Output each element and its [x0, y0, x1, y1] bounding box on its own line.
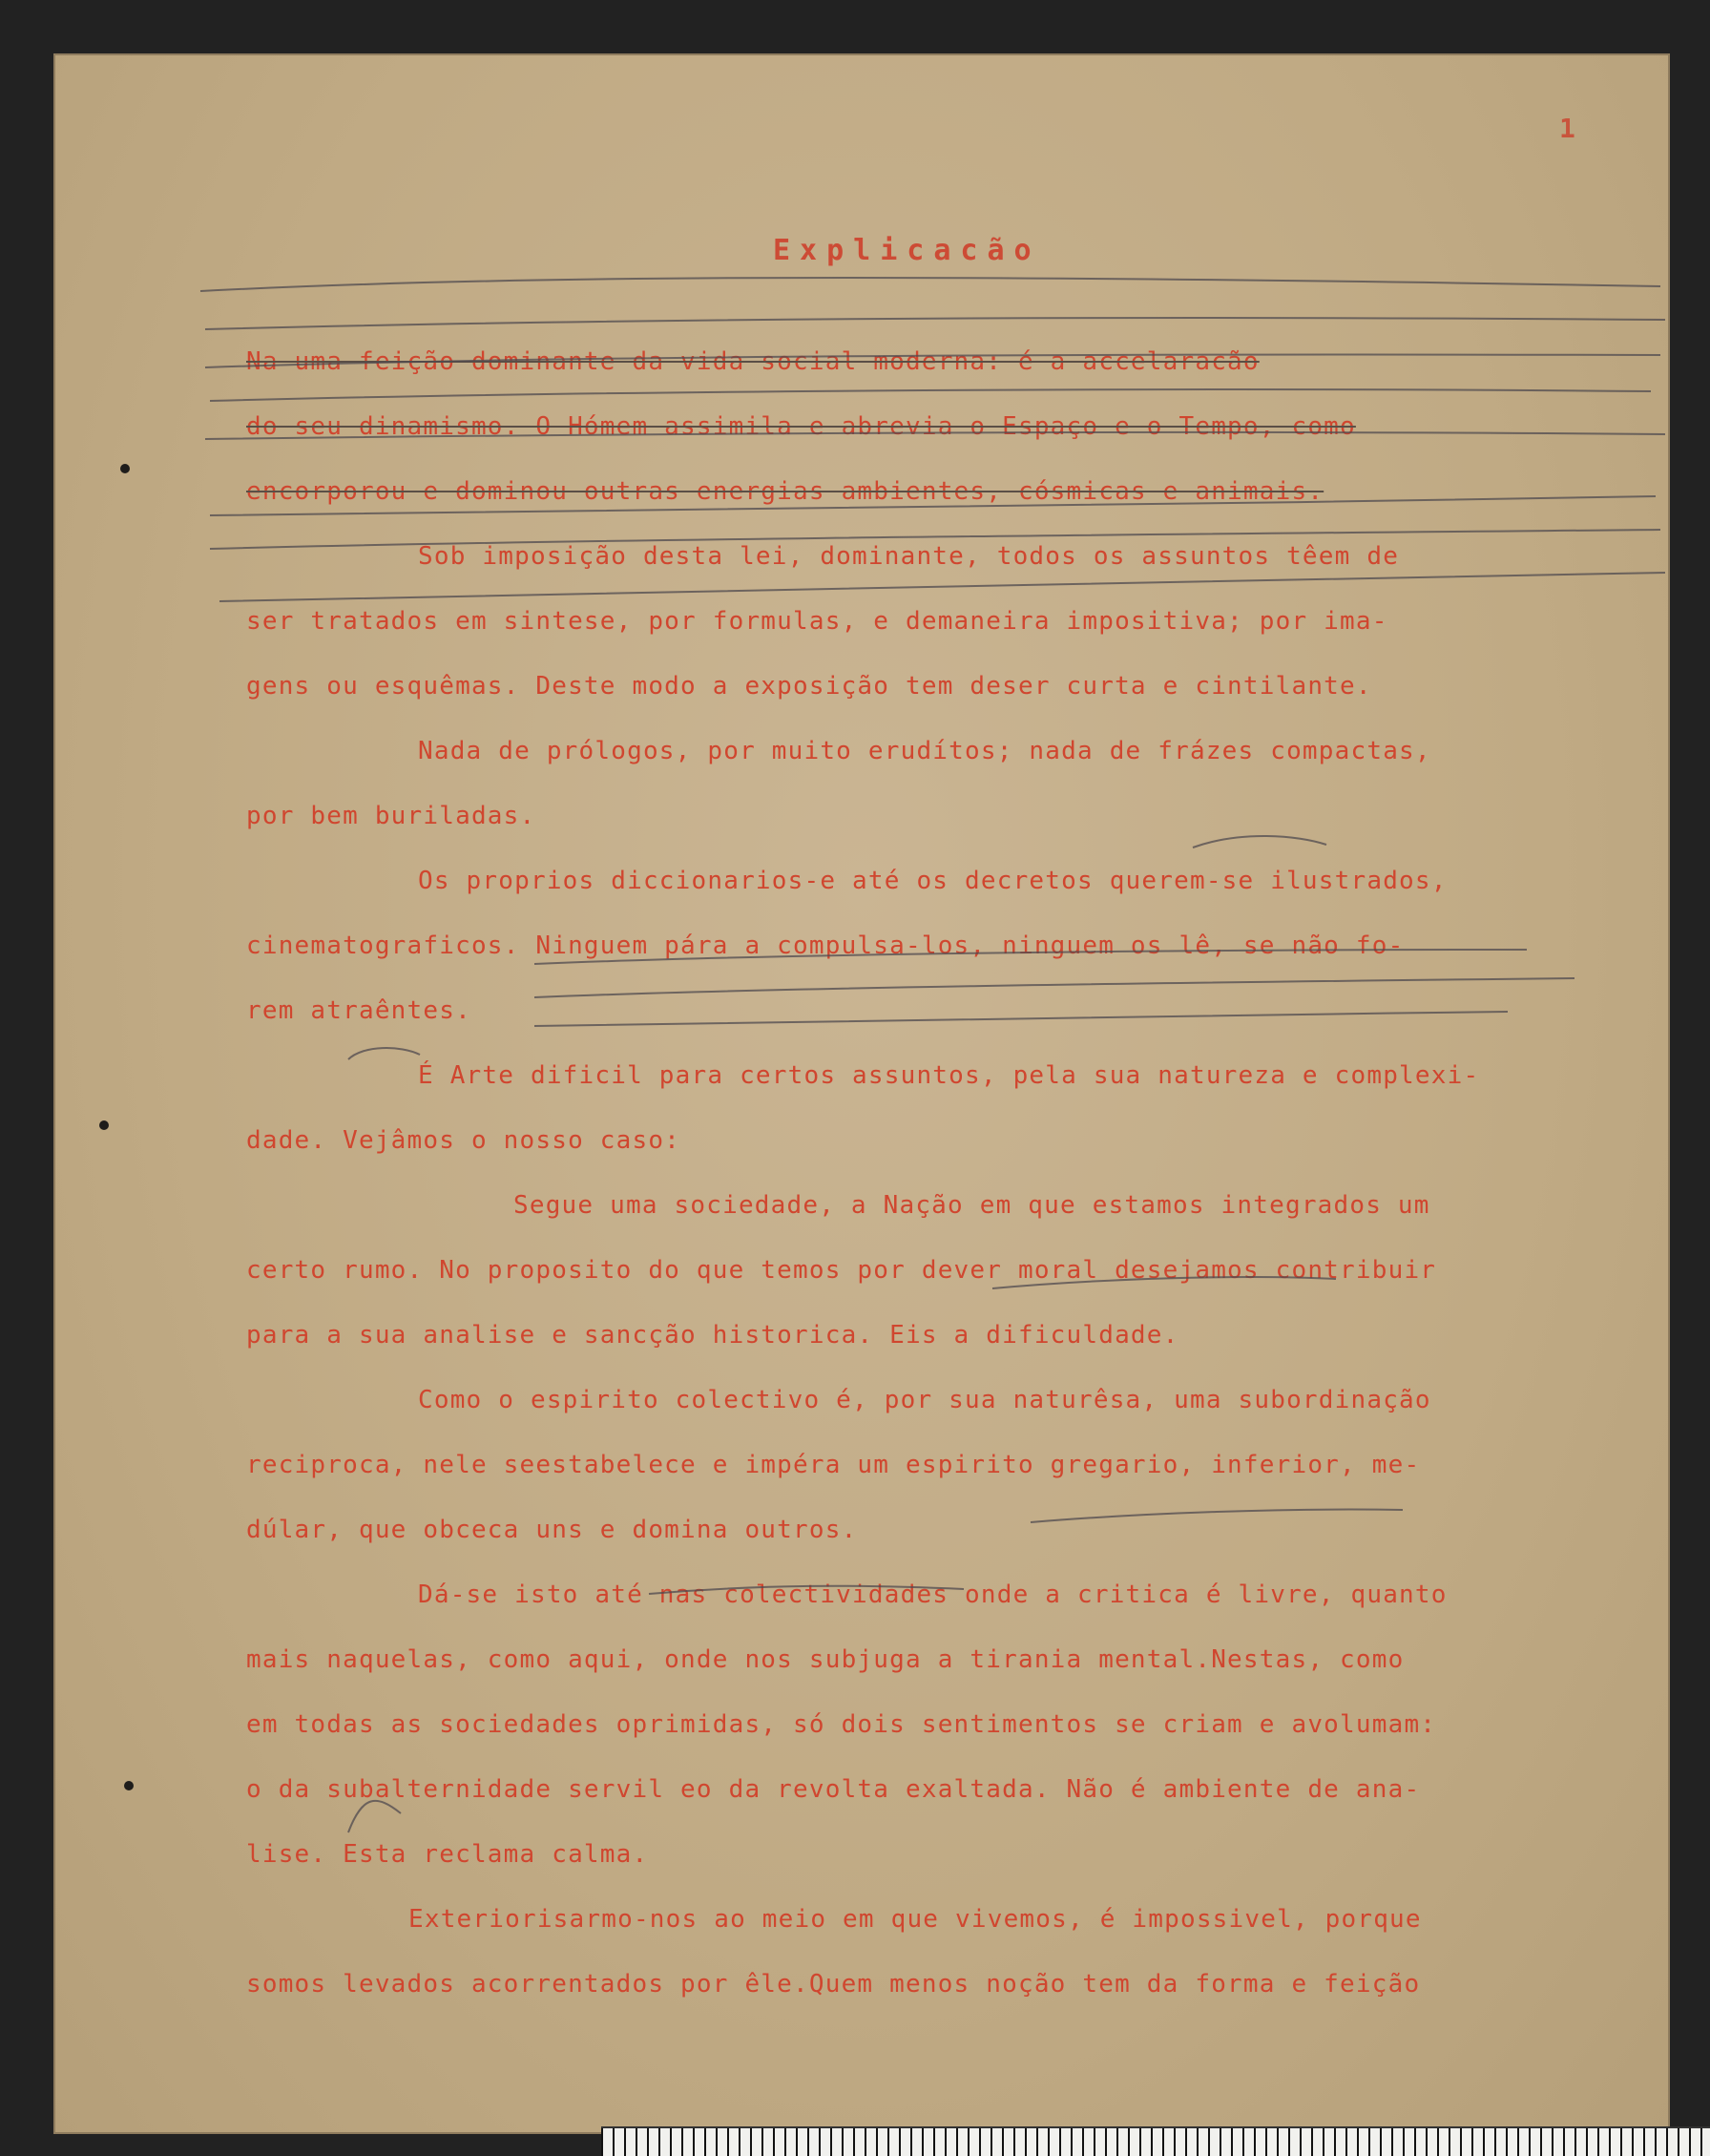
text-line: o da subalternidade servil eo da revolta exaltada. Não é ambiente de ana- — [246, 1775, 1421, 1804]
text-line: por bem buriladas. — [246, 802, 536, 830]
text-line: Segue uma sociedade, a Nação em que estamos integrados um — [513, 1191, 1430, 1220]
text-line: reciproca, nele seestabelece e impéra um espirito gregario, inferior, me- — [246, 1451, 1421, 1479]
text-line: somos levados acorrentados por êle.Quem menos noção tem da forma e feição — [246, 1970, 1421, 1999]
text-line: Como o espirito colectivo é, por sua naturêsa, uma subordinação — [418, 1386, 1431, 1414]
text-line: encorporou e dominou outras energias ambientes, cósmicas e animais. — [246, 477, 1324, 506]
text-line: Sob imposição desta lei, dominante, todos os assuntos têem de — [418, 542, 1400, 571]
text-line: ser tratados em sintese, por formulas, e demaneira impositiva; por ima- — [246, 607, 1388, 636]
text-line: certo rumo. No proposito do que temos por dever moral desejamos contribuir — [246, 1256, 1437, 1285]
punch-hole-mark — [120, 464, 130, 473]
document-title: Explicacão — [773, 234, 1041, 267]
text-line: rem atraêntes. — [246, 996, 471, 1025]
text-line: Na uma feição dominante da vida social moderna: é a accelaracão — [246, 347, 1260, 376]
text-line: para a sua analise e sancção historica. Eis a dificuldade. — [246, 1321, 1179, 1350]
text-line: do seu dinamismo. O Hómem assimila e abrevia o Espaço e o Tempo, como — [246, 412, 1356, 441]
text-line: Exteriorisarmo-nos ao meio em que vivemos, é impossivel, porque — [408, 1905, 1422, 1934]
text-line: Dá-se isto até nas colectividades onde a critica é livre, quanto — [418, 1580, 1448, 1609]
text-line: Nada de prólogos, por muito erudítos; nada de frázes compactas, — [418, 737, 1431, 765]
text-line: em todas as sociedades oprimidas, só dois sentimentos se criam e avolumam: — [246, 1710, 1437, 1739]
text-line: É Arte dificil para certos assuntos, pela sua natureza e complexi- — [418, 1061, 1480, 1090]
punch-hole-mark — [124, 1781, 134, 1790]
text-line: cinematograficos. Ninguem pára a compulsa-los, ninguem os lê, se não fo- — [246, 931, 1405, 960]
text-line: lise. Esta reclama calma. — [246, 1840, 649, 1869]
punch-hole-mark — [99, 1120, 109, 1130]
scale-ruler — [601, 2126, 1710, 2156]
text-line: Os proprios diccionarios-e até os decretos querem-se ilustrados, — [418, 867, 1448, 895]
text-line: mais naquelas, como aqui, onde nos subjuga a tirania mental.Nestas, como — [246, 1645, 1405, 1674]
text-line: dúlar, que obceca uns e domina outros. — [246, 1516, 858, 1544]
document-body — [246, 329, 1620, 2017]
text-line: dade. Vejâmos o nosso caso: — [246, 1126, 681, 1155]
page-number: 1 — [1559, 113, 1575, 144]
text-line: gens ou esquêmas. Deste modo a exposição tem deser curta e cintilante. — [246, 672, 1372, 701]
